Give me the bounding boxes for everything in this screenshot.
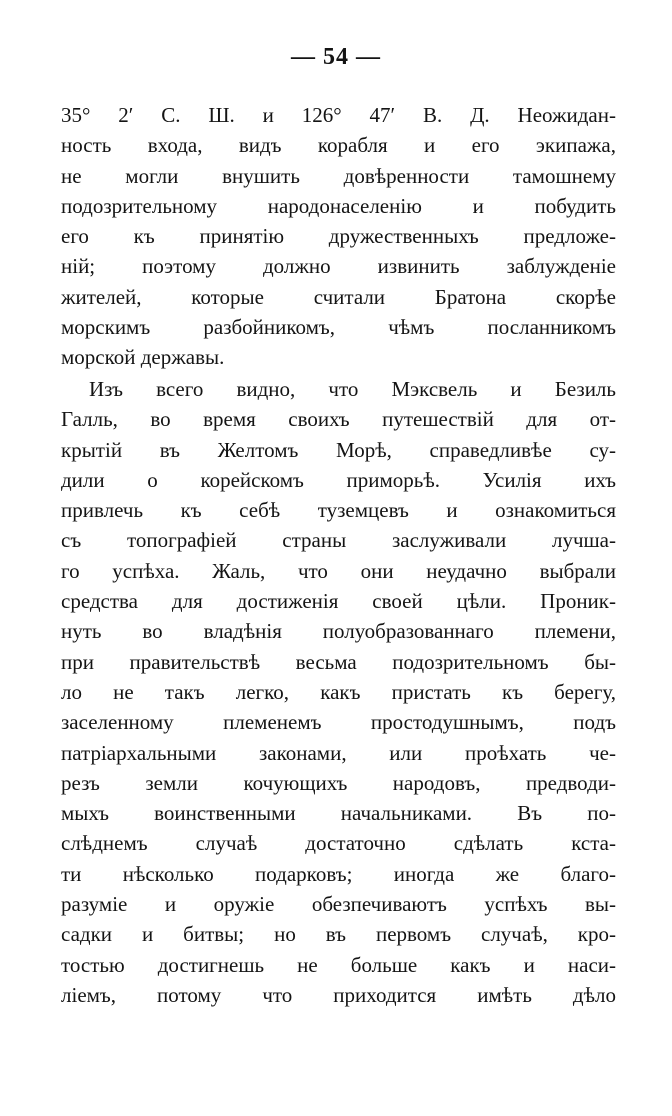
text-line: не могли внушить довѣренности тамошнему <box>61 163 616 188</box>
text-line: ность входа, видъ корабля и его экипажа, <box>61 133 616 158</box>
text-line: крытій въ Желтомъ Морѣ, справедливѣе су- <box>61 437 616 462</box>
text-line: Изъ всего видно, что Мэксвель и Безиль <box>89 377 616 401</box>
text-line: слѣднемъ случаѣ достаточно сдѣлать кста- <box>61 831 616 856</box>
text-line: нуть во владѣнія полуобразованнаго племени, <box>61 619 616 644</box>
text-line: разуміе и оружіе обезпечиваютъ успѣхъ вы- <box>61 892 616 917</box>
text-line: съ топографіей страны заслуживали лучша- <box>61 528 616 553</box>
text-line: заселенному племенемъ простодушнымъ, подъ <box>61 710 616 735</box>
text-line: резъ земли кочующихъ народовъ, предводи- <box>61 770 616 795</box>
text-line: морскимъ разбойникомъ, чѣмъ посланникомъ <box>61 315 616 340</box>
text-line: садки и битвы; но въ первомъ случаѣ, кро- <box>61 922 616 947</box>
text-line: мыхъ воинственными начальниками. Въ по- <box>61 801 616 826</box>
paragraph-1 <box>61 100 616 373</box>
text-line: при правительствѣ весьма подозрительномъ бы- <box>61 649 616 674</box>
text-line: ній; поэтому должно извинить заблужденіе <box>61 254 616 279</box>
text-line: ти нѣсколько подарковъ; иногда же благо- <box>61 861 616 886</box>
text-line: средства для достиженія своей цѣли. Проник- <box>61 589 616 614</box>
text-line: тостью достигнешь не больше какъ и наси- <box>61 952 616 977</box>
text-line: 35° 2′ С. Ш. и 126° 47′ В. Д. Неожидан- <box>61 103 616 127</box>
text-line: жителей, которые считали Братона скорѣе <box>61 284 616 309</box>
text-line: патріархальными законами, или проѣхать че- <box>61 740 616 765</box>
text-line: ло не такъ легко, какъ пристать къ берегу, <box>61 679 616 704</box>
text-line: привлечь къ себѣ туземцевъ и ознакомиться <box>61 498 616 523</box>
text-line: ліемъ, потому что приходится имѣть дѣло <box>61 982 616 1007</box>
text-line: его къ принятію дружественныхъ предложе- <box>61 224 616 249</box>
page-number: — 54 — <box>291 44 381 70</box>
paragraph-2 <box>61 374 616 1010</box>
text-line: морской державы. <box>61 345 225 370</box>
text-line: Галль, во время своихъ путешествій для от- <box>61 407 616 432</box>
text-line: подозрительному народонаселенію и побудить <box>61 193 616 218</box>
text-line: дили о корейскомъ приморьѣ. Усилія ихъ <box>61 467 616 492</box>
text-line: го успѣха. Жаль, что они неудачно выбрали <box>61 558 616 583</box>
